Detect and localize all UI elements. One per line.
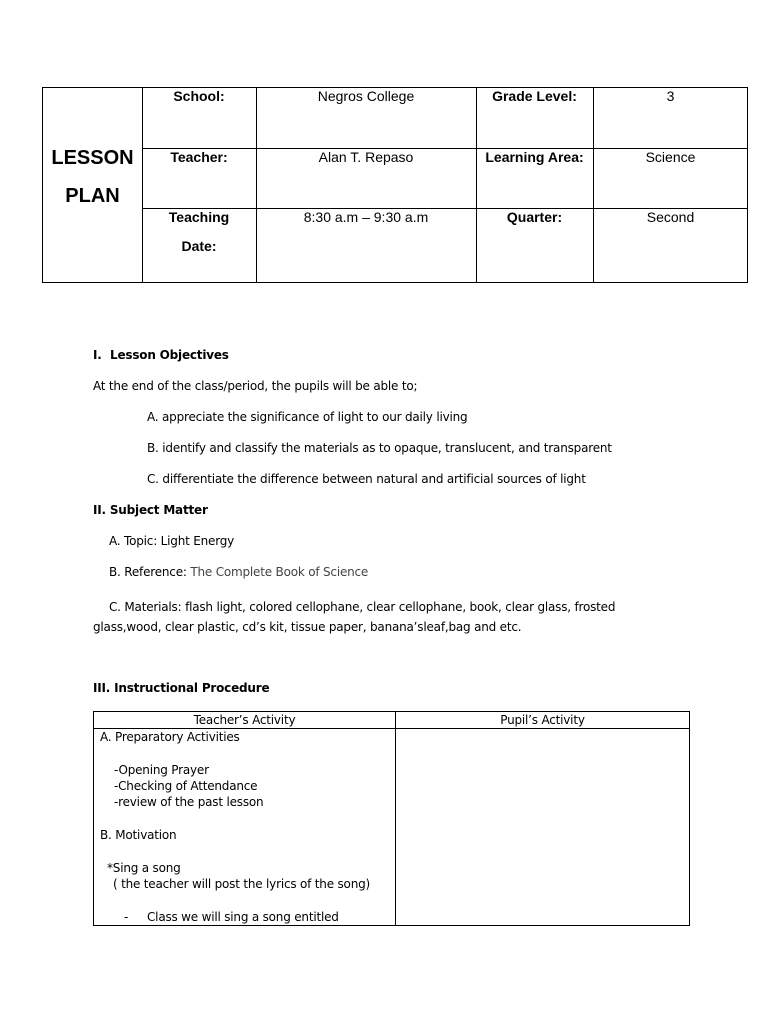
objectives-intro: At the end of the class/period, the pupils will be able to; [93,379,418,393]
teacher-activity-header: Teacher’s Activity [193,713,296,727]
objective-item: B. identify and classify the materials as to opaque, translucent, and transparent [147,441,612,455]
title-lesson: LESSON [51,147,134,169]
column-divider [476,88,477,282]
objectives-heading-number: I. [93,348,102,362]
objective-item: C. differentiate the difference between natural and artificial sources of light [147,472,586,486]
learning-area-value: Science [645,149,696,165]
grade-label: Grade Level: [492,88,577,104]
procedure-heading: III. Instructional Procedure [93,681,270,695]
quarter-value: Second [646,209,695,225]
learning-area-label: Learning Area: [485,149,584,165]
pupil-activity-header: Pupil’s Activity [500,713,585,727]
procedure-line: -Checking of Attendance [114,779,258,793]
teacher-label: Teacher: [170,149,228,165]
objectives-heading: Lesson Objectives [110,348,229,362]
teaching-date-label-line1: Teaching [168,209,230,225]
topic: A. Topic: Light Energy [109,534,235,548]
procedure-line: Class we will sing a song entitled [147,910,339,924]
title-plan: PLAN [65,185,120,207]
objective-item: A. appreciate the significance of light to our daily living [147,410,468,424]
procedure-table [93,711,690,926]
grade-value: 3 [666,88,675,104]
materials-line2: glass,wood, clear plastic, cd’s kit, tissue paper, banana’sleaf,bag and etc. [93,620,522,634]
procedure-line: -Opening Prayer [114,763,209,777]
subject-matter-heading: II. Subject Matter [93,503,208,517]
school-label: School: [173,88,225,104]
procedure-line: - [124,910,129,924]
procedure-line: ( the teacher will post the lyrics of the song) [113,877,371,891]
column-divider [395,712,396,925]
teacher-value: Alan T. Repaso [318,149,414,165]
reference [109,565,368,579]
materials-line1: C. Materials: flash light, colored cellophane, clear cellophane, book, clear glass, frosted [109,600,616,614]
reference-value: The Complete Book of Science [190,565,369,579]
column-divider [256,88,257,282]
quarter-label: Quarter: [506,209,563,225]
school-value: Negros College [317,88,415,104]
column-divider [593,88,594,282]
teaching-date-label-line2: Date: [181,238,217,254]
procedure-line: *Sing a song [107,861,181,875]
procedure-line: A. Preparatory Activities [100,730,240,744]
header-divider [94,728,689,729]
teaching-date-value: 8:30 a.m – 9:30 a.m [303,209,429,225]
procedure-line: B. Motivation [100,828,177,842]
procedure-line: -review of the past lesson [114,795,264,809]
reference-label: B. Reference: [109,565,191,579]
lesson-plan-header-table [42,87,748,283]
